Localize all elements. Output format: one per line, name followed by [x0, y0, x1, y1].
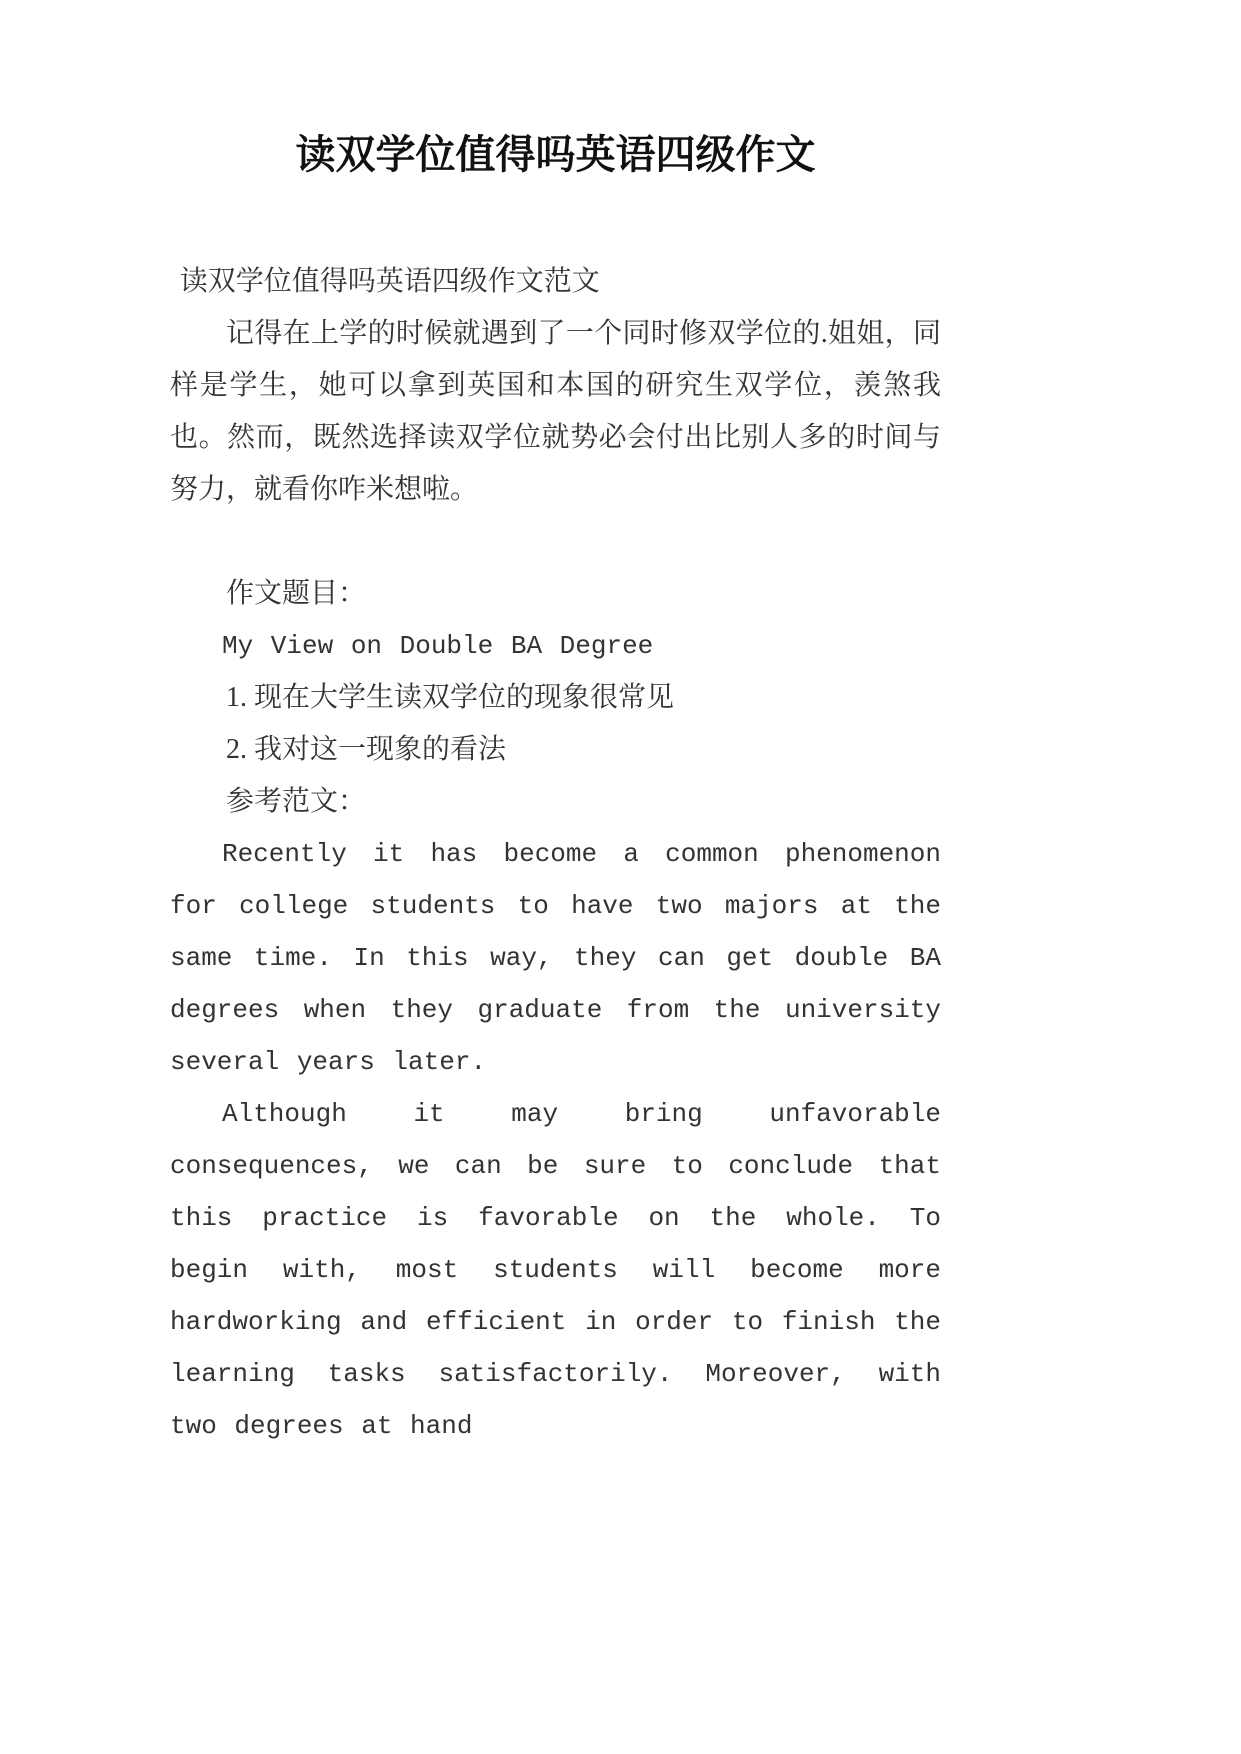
sample-label: 参考范文： — [226, 786, 367, 817]
topic-label: 作文题目： — [226, 578, 367, 609]
document-title: 读双学位值得吗英语四级作文 — [295, 132, 816, 177]
essay-paragraph-2: Although it may bring unfavorable consequences, we can be sure to conclude that this practice is favorable on the whole. To begin with, most students will become more hardworking and efficient in order to finish the learning tasks satisfactorily. Moreover, with two degrees at hand — [170, 1099, 941, 1441]
topic-title: My View on Double BA Degree — [222, 631, 654, 661]
intro-label: 读双学位值得吗英语四级作文范文 — [179, 266, 600, 297]
essay-paragraph-1: Recently it has become a common phenomenon for college students to have two majors at the same time. In this way, they can get double BA degrees when they graduate from the university several years later. — [170, 839, 941, 1077]
outline-item-2: 2. 我对这一现象的看法 — [226, 734, 507, 765]
outline-item-1: 1. 现在大学生读双学位的现象很常见 — [226, 682, 675, 713]
intro-paragraph: 记得在上学的时候就遇到了一个同时修双学位的.姐姐，同样是学生，她可以拿到英国和本国的研究生双学位，羡煞我也。然而，既然选择读双学位就势必会付出比别人多的时间与努力，就看你咋米想啦。 — [170, 318, 941, 505]
